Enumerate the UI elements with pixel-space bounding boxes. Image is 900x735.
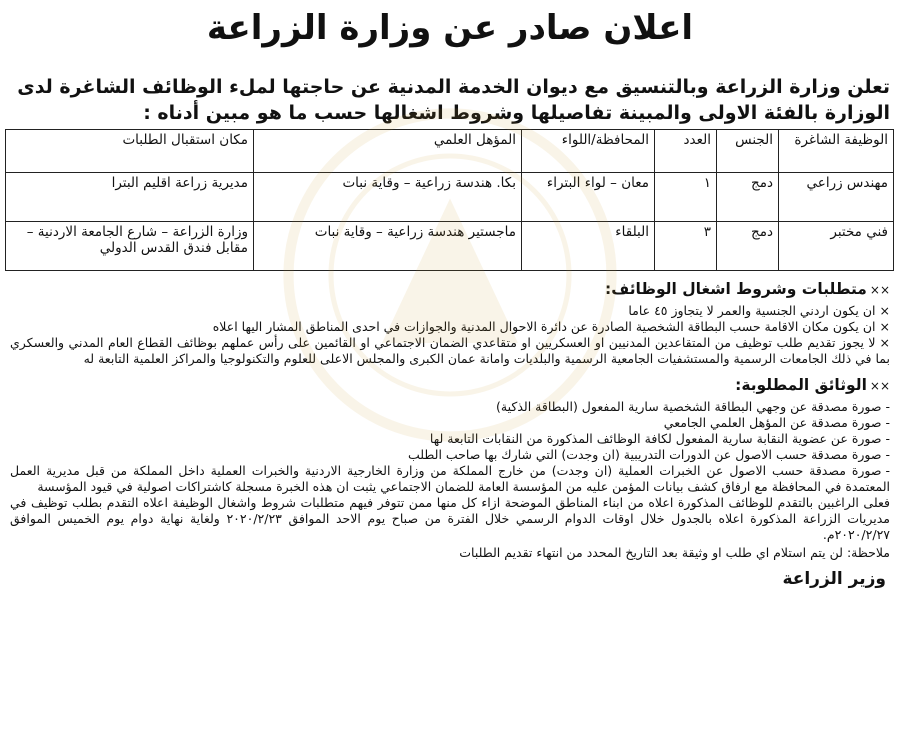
list-item-text: لا يجوز تقديم طلب توظيف من المتقاعدين المدنيين او العسكريين او متقاعدي الضمان الاجتماعي او القائمين على رأس عملهم بوظائف القطاع العام المدني والعسكري بما في ذلك الجامعات الرسمية والمستشفيات الجامعية الرسمية والبلديات وامانة عمان الكبرى والمجلس الاعلى للعلوم والتكنولوجيا والمراكز العلمية التابعة له [10,335,890,366]
cell-count: ٣ [655,222,717,271]
bullet-mark: - [885,399,890,414]
header-governorate: المحافظة/اللواء [522,130,655,173]
list-item [10,431,890,447]
list-item [10,319,890,335]
header-application-place: مكان استقبال الطلبات [6,130,254,173]
cell-gender: دمج [717,173,779,222]
list-item [10,399,890,415]
cell-job-title: مهندس زراعي [779,173,894,222]
header-qualification: المؤهل العلمي [254,130,522,173]
signature: وزير الزراعة [782,569,886,589]
list-item [10,463,890,495]
cell-application-place: مديرية زراعة اقليم البترا [6,173,254,222]
page-title: اعلان صادر عن وزارة الزراعة [206,8,694,48]
list-item-text: ان يكون اردني الجنسية والعمر لا يتجاوز ٤٥ عاما [628,303,876,318]
documents-list [6,399,894,495]
note-label: ملاحظة: [846,545,890,560]
bullet-mark: × [879,319,890,334]
bullet-mark: × [879,303,890,318]
list-item-text: صورة مصدقة حسب الاصول عن الخبرات العملية (ان وجدت) من خارج المملكة من وزارة الخارجية الاردنية والخبرات العملية داخل المملكة من قبل مديرية العمل المعتمدة في المحافظة مع ارفاق كشف بيانات المؤمن عليه من المؤسسة العامة للضمان الاجتماعي يثبت ان هذه الخبرة مسجلة كاشتراكات اصولية في قيود المؤسسة [10,463,890,494]
bullet-mark: × [879,335,890,350]
cell-job-title: فني مختبر [779,222,894,271]
list-item-text: ان يكون مكان الاقامة حسب البطاقة الشخصية الصادرة عن دائرة الاحوال المدنية والجوازات في احدى المناطق المشار اليها اعلاه [212,319,876,334]
bullet-mark: - [885,415,890,430]
requirements-heading-text: متطلبات وشروط اشغال الوظائف: [605,280,867,298]
cell-application-place: وزارة الزراعة – شارع الجامعة الاردنية – مقابل فندق القدس الدولي [6,222,254,271]
documents-heading [10,375,890,396]
list-item [10,335,890,367]
list-item [10,415,890,431]
cell-count: ١ [655,173,717,222]
cell-qualification: بكا. هندسة زراعية – وقاية نبات [254,173,522,222]
table-header-row [6,130,894,173]
documents-heading-text: الوثائق المطلوبة: [735,376,867,394]
list-item [10,303,890,319]
header-job-title: الوظيفة الشاغرة [779,130,894,173]
list-item-text: صورة مصدقة حسب الاصول عن الدورات التدريبية (ان وجدت) التي شارك بها صاحب الطلب [407,447,882,462]
intro-paragraph: تعلن وزارة الزراعة وبالتنسيق مع ديوان الخدمة المدنية عن حاجتها لملء الوظائف الشاغرة لدى الوزارة بالفئة الاولى والمبينة تفاصيلها وشروط اشغالها حسب ما هو مبين أدناه : [17,76,890,124]
header-gender: الجنس [717,130,779,173]
heading-mark: ×× [869,283,890,297]
note [10,545,890,561]
cell-qualification: ماجستير هندسة زراعية – وقاية نبات [254,222,522,271]
bullet-mark: - [885,463,890,478]
list-item [10,447,890,463]
list-item-text: صورة مصدقة عن المؤهل العلمي الجامعي [663,415,882,430]
requirements-heading [10,279,890,300]
table-row [6,222,894,271]
jobs-table [5,129,894,271]
header-count: العدد [655,130,717,173]
list-item-text: صورة عن عضوية النقابة سارية المفعول لكافة الوظائف المذكورة من النقابات التابعة لها [429,431,882,446]
bullet-mark: - [885,431,890,446]
cell-governorate: معان – لواء البتراء [522,173,655,222]
table-row [6,173,894,222]
cell-gender: دمج [717,222,779,271]
list-item-text: صورة مصدقة عن وجهي البطاقة الشخصية سارية المفعول (البطاقة الذكية) [496,399,882,414]
bullet-mark: - [885,447,890,462]
note-text: لن يتم استلام اي طلب او وثيقة بعد التاريخ المحدد من انتهاء تقديم الطلبات [459,545,843,560]
closing-paragraph: فعلى الراغبين بالتقدم للوظائف المذكورة اعلاه من ابناء المناطق الموضحة ازاء كل منها ممن تتوفر فيهم متطلبات شروط واشغال الوظيفة اعلاه التقدم بطلب توظيف في مديريات الزراعة المذكورة اعلاه بالجدول خلال اوقات الدوام الرسمي خلال الفترة من صباح يوم الاحد الموافق ٢٠٢٠/٢/٢٣ ولغاية نهاية دوام يوم الخميس الموافق ٢٠٢٠/٢/٢٧م. [10,495,890,542]
requirements-list [6,303,894,367]
cell-governorate: البلقاء [522,222,655,271]
heading-mark: ×× [869,379,890,393]
